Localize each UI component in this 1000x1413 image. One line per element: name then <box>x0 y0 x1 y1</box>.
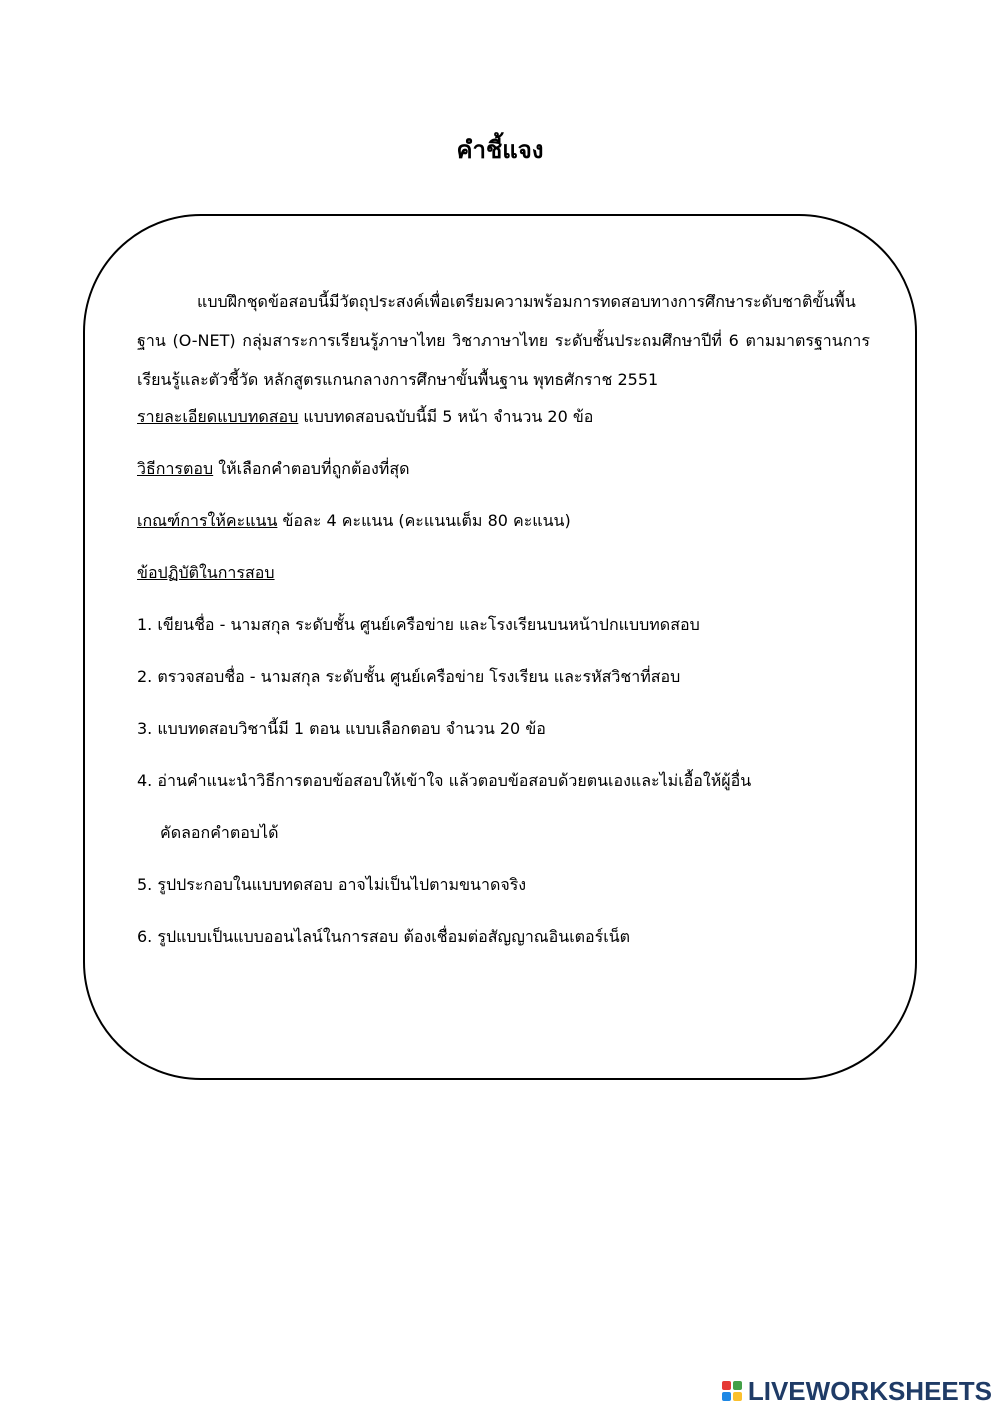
scoring-value: ข้อละ 4 คะแนน (คะแนนเต็ม 80 คะแนน) <box>277 511 571 530</box>
rules-heading <box>137 560 870 586</box>
answer-method-label: วิธีการตอบ <box>137 459 214 478</box>
rule-item: 4. อ่านคำแนะนำวิธีการตอบข้อสอบให้เข้าใจ แล้วตอบข้อสอบด้วยตนเองและไม่เอื้อให้ผู้อื่น <box>137 771 752 790</box>
rule-item: 3. แบบทดสอบวิชานี้มี 1 ตอน แบบเลือกตอบ จำนวน 20 ข้อ <box>137 719 546 738</box>
test-details-line <box>137 404 870 430</box>
rule-item-continuation: คัดลอกคำตอบได้ <box>160 823 279 842</box>
scoring-label: เกณฑ์การให้คะแนน <box>137 511 278 530</box>
answer-method-value: ให้เลือกคำตอบที่ถูกต้องที่สุด <box>213 459 410 478</box>
test-details-value: แบบทดสอบฉบับนี้มี 5 หน้า จำนวน 20 ข้อ <box>298 407 594 426</box>
rule-item: 6. รูปแบบเป็นแบบออนไลน์ในการสอบ ต้องเชื่อมต่อสัญญาณอินเตอร์เน็ต <box>137 927 631 946</box>
rule-item: 5. รูปประกอบในแบบทดสอบ อาจไม่เป็นไปตามขนาดจริง <box>137 875 527 894</box>
rule-item: 2. ตรวจสอบชื่อ - นามสกุล ระดับชั้น ศูนย์เครือข่าย โรงเรียน และรหัสวิชาที่สอบ <box>137 667 681 686</box>
logo-squares-icon <box>722 1381 742 1401</box>
rules-heading-text: ข้อปฏิบัติในการสอบ <box>137 563 275 582</box>
logo-square <box>722 1392 731 1401</box>
logo-square <box>722 1381 731 1390</box>
logo-text: LIVEWORKSHEETS <box>747 1375 992 1406</box>
liveworksheets-logo <box>722 1373 992 1409</box>
answer-method-line <box>137 456 870 482</box>
logo-square <box>733 1392 742 1401</box>
logo-square <box>733 1381 742 1390</box>
test-details-label: รายละเอียดแบบทดสอบ <box>137 407 299 426</box>
scoring-line <box>137 508 870 534</box>
intro-paragraph: แบบฝึกชุดข้อสอบนี้มีวัตถุประสงค์เพื่อเตรียมความพร้อมการทดสอบทางการศึกษาระดับชาติขั้นพื้นฐาน (O-NET) กลุ่มสาระการเรียนรู้ภาษาไทย วิชาภาษาไทย ระดับชั้นประถมศึกษาปีที่ 6 ตามมาตรฐานการเรียนรู้และตัวชี้วัด หลักสูตรแกนกลางการศึกษาขั้นพื้นฐาน พุทธศักราช 2551 <box>137 292 870 389</box>
page-title: คำชี้แจง <box>456 136 544 164</box>
rule-item: 1. เขียนชื่อ - นามสกุล ระดับชั้น ศูนย์เครือข่าย และโรงเรียนบนหน้าปกแบบทดสอบ <box>137 615 700 634</box>
